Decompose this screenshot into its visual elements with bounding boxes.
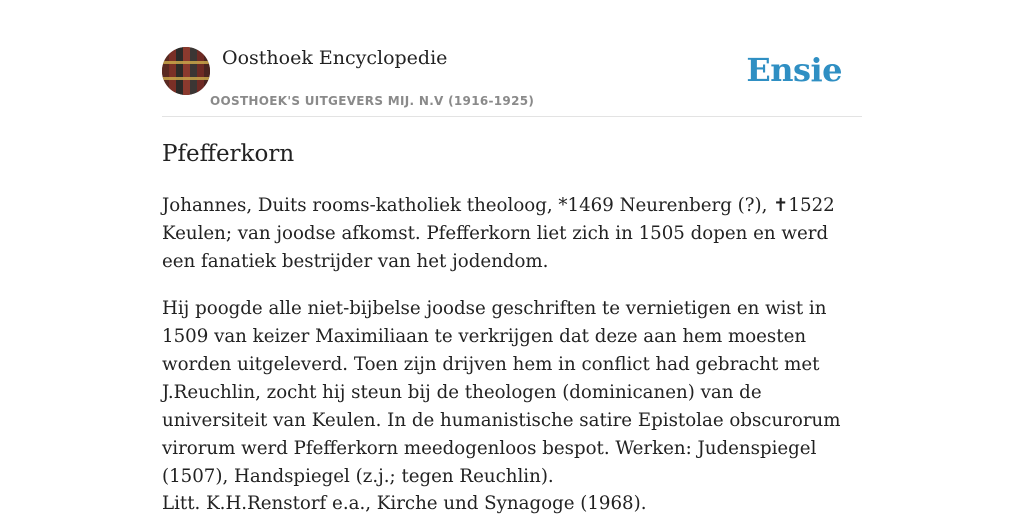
publication-name[interactable]: Oosthoek Encyclopedie bbox=[222, 47, 448, 69]
article-paragraph: Hij poogde alle niet-bijbelse joodse geschriften te vernietigen en wist in 1509 van keizer Maximiliaan te verkrijgen dat deze aan hem moesten worden uitgeleverd. Toen zijn drijven hem in conflict had gebracht met J.Reuchlin, zocht hij steun bij de theologen (dominicanen) van de universiteit van Keulen. In de humanistische satire Epistolae obscurorum virorum werd Pfefferkorn meedogenloos bespot. Werken: Judenspiegel (1507), Handspiegel (z.j.; tegen Reuchlin). bbox=[162, 298, 841, 487]
publication-avatar[interactable] bbox=[162, 47, 210, 95]
header bbox=[162, 46, 862, 117]
brand-logo[interactable]: Ensie bbox=[746, 51, 842, 89]
page bbox=[162, 0, 862, 512]
article-title: Pfefferkorn bbox=[162, 141, 295, 167]
article-paragraph: Litt. K.H.Renstorf e.a., Kirche und Synagoge (1968). bbox=[162, 493, 647, 514]
article-paragraph: Johannes, Duits rooms-katholiek theoloog, *1469 Neurenberg (?), ✝1522 Keulen; van joodse afkomst. Pfefferkorn liet zich in 1505 dopen en werd een fanatiek bestrijder van het jodendom. bbox=[162, 195, 835, 272]
publisher-label: OOSTHOEK'S UITGEVERS MIJ. N.V (1916-1925) bbox=[210, 94, 535, 108]
